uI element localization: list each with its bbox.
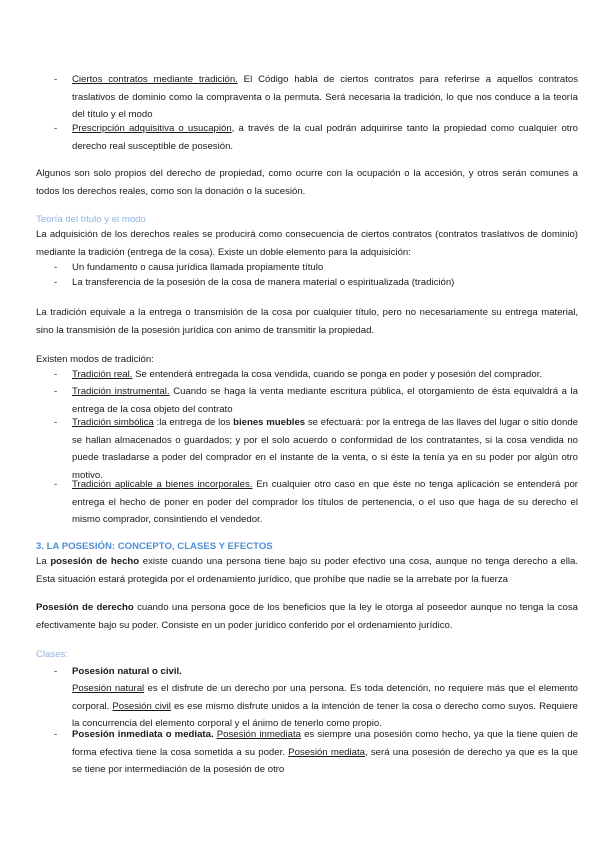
bullet-marker: - <box>54 417 58 428</box>
list-item-posesion-natural: Posesión natural o civil. <box>72 666 182 677</box>
term-bienes-muebles: bienes muebles <box>233 417 306 428</box>
text-span: es el disfrute de un derecho por una persona. Es toda detención, no requiere más que el elemento corporal. <box>72 683 578 712</box>
heading-clases: Clases: <box>36 649 68 660</box>
term-contratos: Ciertos contratos mediante tradición. <box>72 74 238 85</box>
list-item-transferencia: La transferencia de la posesión de la cosa de manera material o espiritualizada (tradición) <box>72 277 455 288</box>
bullet-marker: - <box>54 666 58 677</box>
bullet-marker: - <box>54 74 58 85</box>
list-item-posesion-inmediata <box>72 726 578 779</box>
term-posesion-inmediata-title: Posesión inmediata o mediata. <box>72 729 214 740</box>
text-span: cuando una persona goce de los beneficios que la ley le otorga al poseedor aunque no tenga la cosa efectivamente bajo su poder. Consiste en un poder jurídico conferido por el ordenamiento jurídico. <box>36 602 578 631</box>
paragraph-modos-intro: Existen modos de tradición: <box>36 354 154 365</box>
item-text: Se entenderá entregada la cosa vendida, cuando se ponga en poder y posesión del comprador. <box>132 369 543 380</box>
bullet-marker: - <box>54 262 58 273</box>
heading-posesion: 3. LA POSESIÓN: CONCEPTO, CLASES Y EFECTOS <box>36 541 273 552</box>
item-text: se efectuará: por la entrega de las llaves del lugar o sitio donde se hallan almacenados o guardados; y por el solo acuerdo o conformidad de los contratantes, si la cosa vendida no puede trasladarse a poder del comprador en el instante de la venta, o si éste la tenía ya en su poder por algún otro motivo. <box>72 417 578 481</box>
text-span: existe cuando una persona tiene bajo su poder efectivo una cosa, aunque no tenga derecho a ella. Esta situación estará protegida por el ordenamiento jurídico, que prohíbe que nadie se la arrebate por la fuerza <box>36 556 578 585</box>
term-posesion-derecho: Posesión de derecho <box>36 602 134 613</box>
item-text: Cuando se haga la venta mediante escritura pública, el otorgamiento de ésta equivaldrá a la entrega de la cosa objeto del contrato <box>72 386 578 415</box>
item-text: , a través de la cual podrán adquirirse tanto la propiedad como cualquier otro derecho real susceptible de posesión. <box>72 123 579 152</box>
paragraph-posesion-hecho <box>36 553 578 588</box>
term-posesion-hecho: posesión de hecho <box>50 556 140 567</box>
bullet-marker: - <box>54 369 58 380</box>
list-item-prescripcion <box>72 120 578 155</box>
list-item-tradicion-instrumental <box>72 383 578 418</box>
item-text: El Código habla de ciertos contratos para referirse a aquellos contratos traslativos de dominio como la compraventa o la permuta. Será necesaria la tradición, lo que nos conduce a la teoría del título y el modo <box>72 74 578 120</box>
paragraph-propios: Algunos son solo propios del derecho de propiedad, como ocurre con la ocupación o la accesión, y otros serán comunes a todos los derechos reales, como son la donación o la sucesión. <box>36 168 578 197</box>
term-posesion-mediata: Posesión mediata <box>288 746 365 758</box>
term-bienes-incorporales: Tradición aplicable a bienes incorporales. <box>72 479 253 490</box>
term-posesion-inmediata: Posesión inmediata <box>216 729 301 740</box>
term-tradicion-simbolica: Tradición simbólica <box>72 417 154 428</box>
term-posesion-natural: Posesión natural <box>72 683 145 694</box>
term-posesion-civil: Posesión civil <box>112 700 171 712</box>
term-tradicion-real: Tradición real. <box>72 369 133 380</box>
text-span: es ese mismo disfrute unidos a la intención de tener la cosa o derecho como suyos. Requiere la concurrencia del elemento corporal y el ánimo de tenerlo como propio. <box>72 700 578 729</box>
paragraph-teoria: La adquisición de los derechos reales se producirá como consecuencia de ciertos contratos (contratos traslativos de dominio) mediante la tradición (entrega de la cosa). Existe un doble elemento para la adquisición: <box>36 229 578 258</box>
term-tradicion-instrumental: Tradición instrumental. <box>72 386 170 397</box>
item-text: :la entrega de los <box>153 417 234 428</box>
list-item-bienes-incorporales <box>72 476 578 529</box>
text-span: , será una posesión de derecho ya que es la que se tiene por intermediación de la posesión de otro <box>72 746 579 775</box>
list-item-contratos <box>72 71 578 124</box>
bullet-marker: - <box>54 729 58 740</box>
bullet-marker: - <box>54 123 58 134</box>
list-item-fundamento: Un fundamento o causa jurídica llamada propiamente título <box>72 262 324 273</box>
heading-teoria: Teoría del título y el modo <box>36 214 146 225</box>
bullet-marker: - <box>54 479 58 490</box>
bullet-marker: - <box>54 277 58 288</box>
text-span: es siempre una posesión como hecho, ya que la tiene quien de forma efectiva tiene la cosa sometida a su poder. <box>72 729 579 758</box>
paragraph-posesion-natural <box>72 680 578 733</box>
paragraph-posesion-derecho <box>36 599 578 634</box>
list-item-tradicion-simbolica <box>72 414 578 484</box>
text-span: La <box>36 556 51 567</box>
term-prescripcion: Prescripción adquisitiva o usucapión <box>72 123 232 134</box>
bullet-marker: - <box>54 386 58 397</box>
list-item-tradicion-real <box>72 366 578 384</box>
item-text: En cualquier otro caso en que éste no tenga aplicación se entenderá por entrega el hecho de poner en poder del comprador los títulos de pertenencia, o el uso que haga de su derecho el mismo comprador, consintiendo el vendedor. <box>72 479 578 525</box>
paragraph-tradicion: La tradición equivale a la entrega o transmisión de la cosa por cualquier título, pero no necesariamente su entrega material, sino la transmisión de la posesión jurídica con animo de transmitir la propiedad. <box>36 307 578 336</box>
